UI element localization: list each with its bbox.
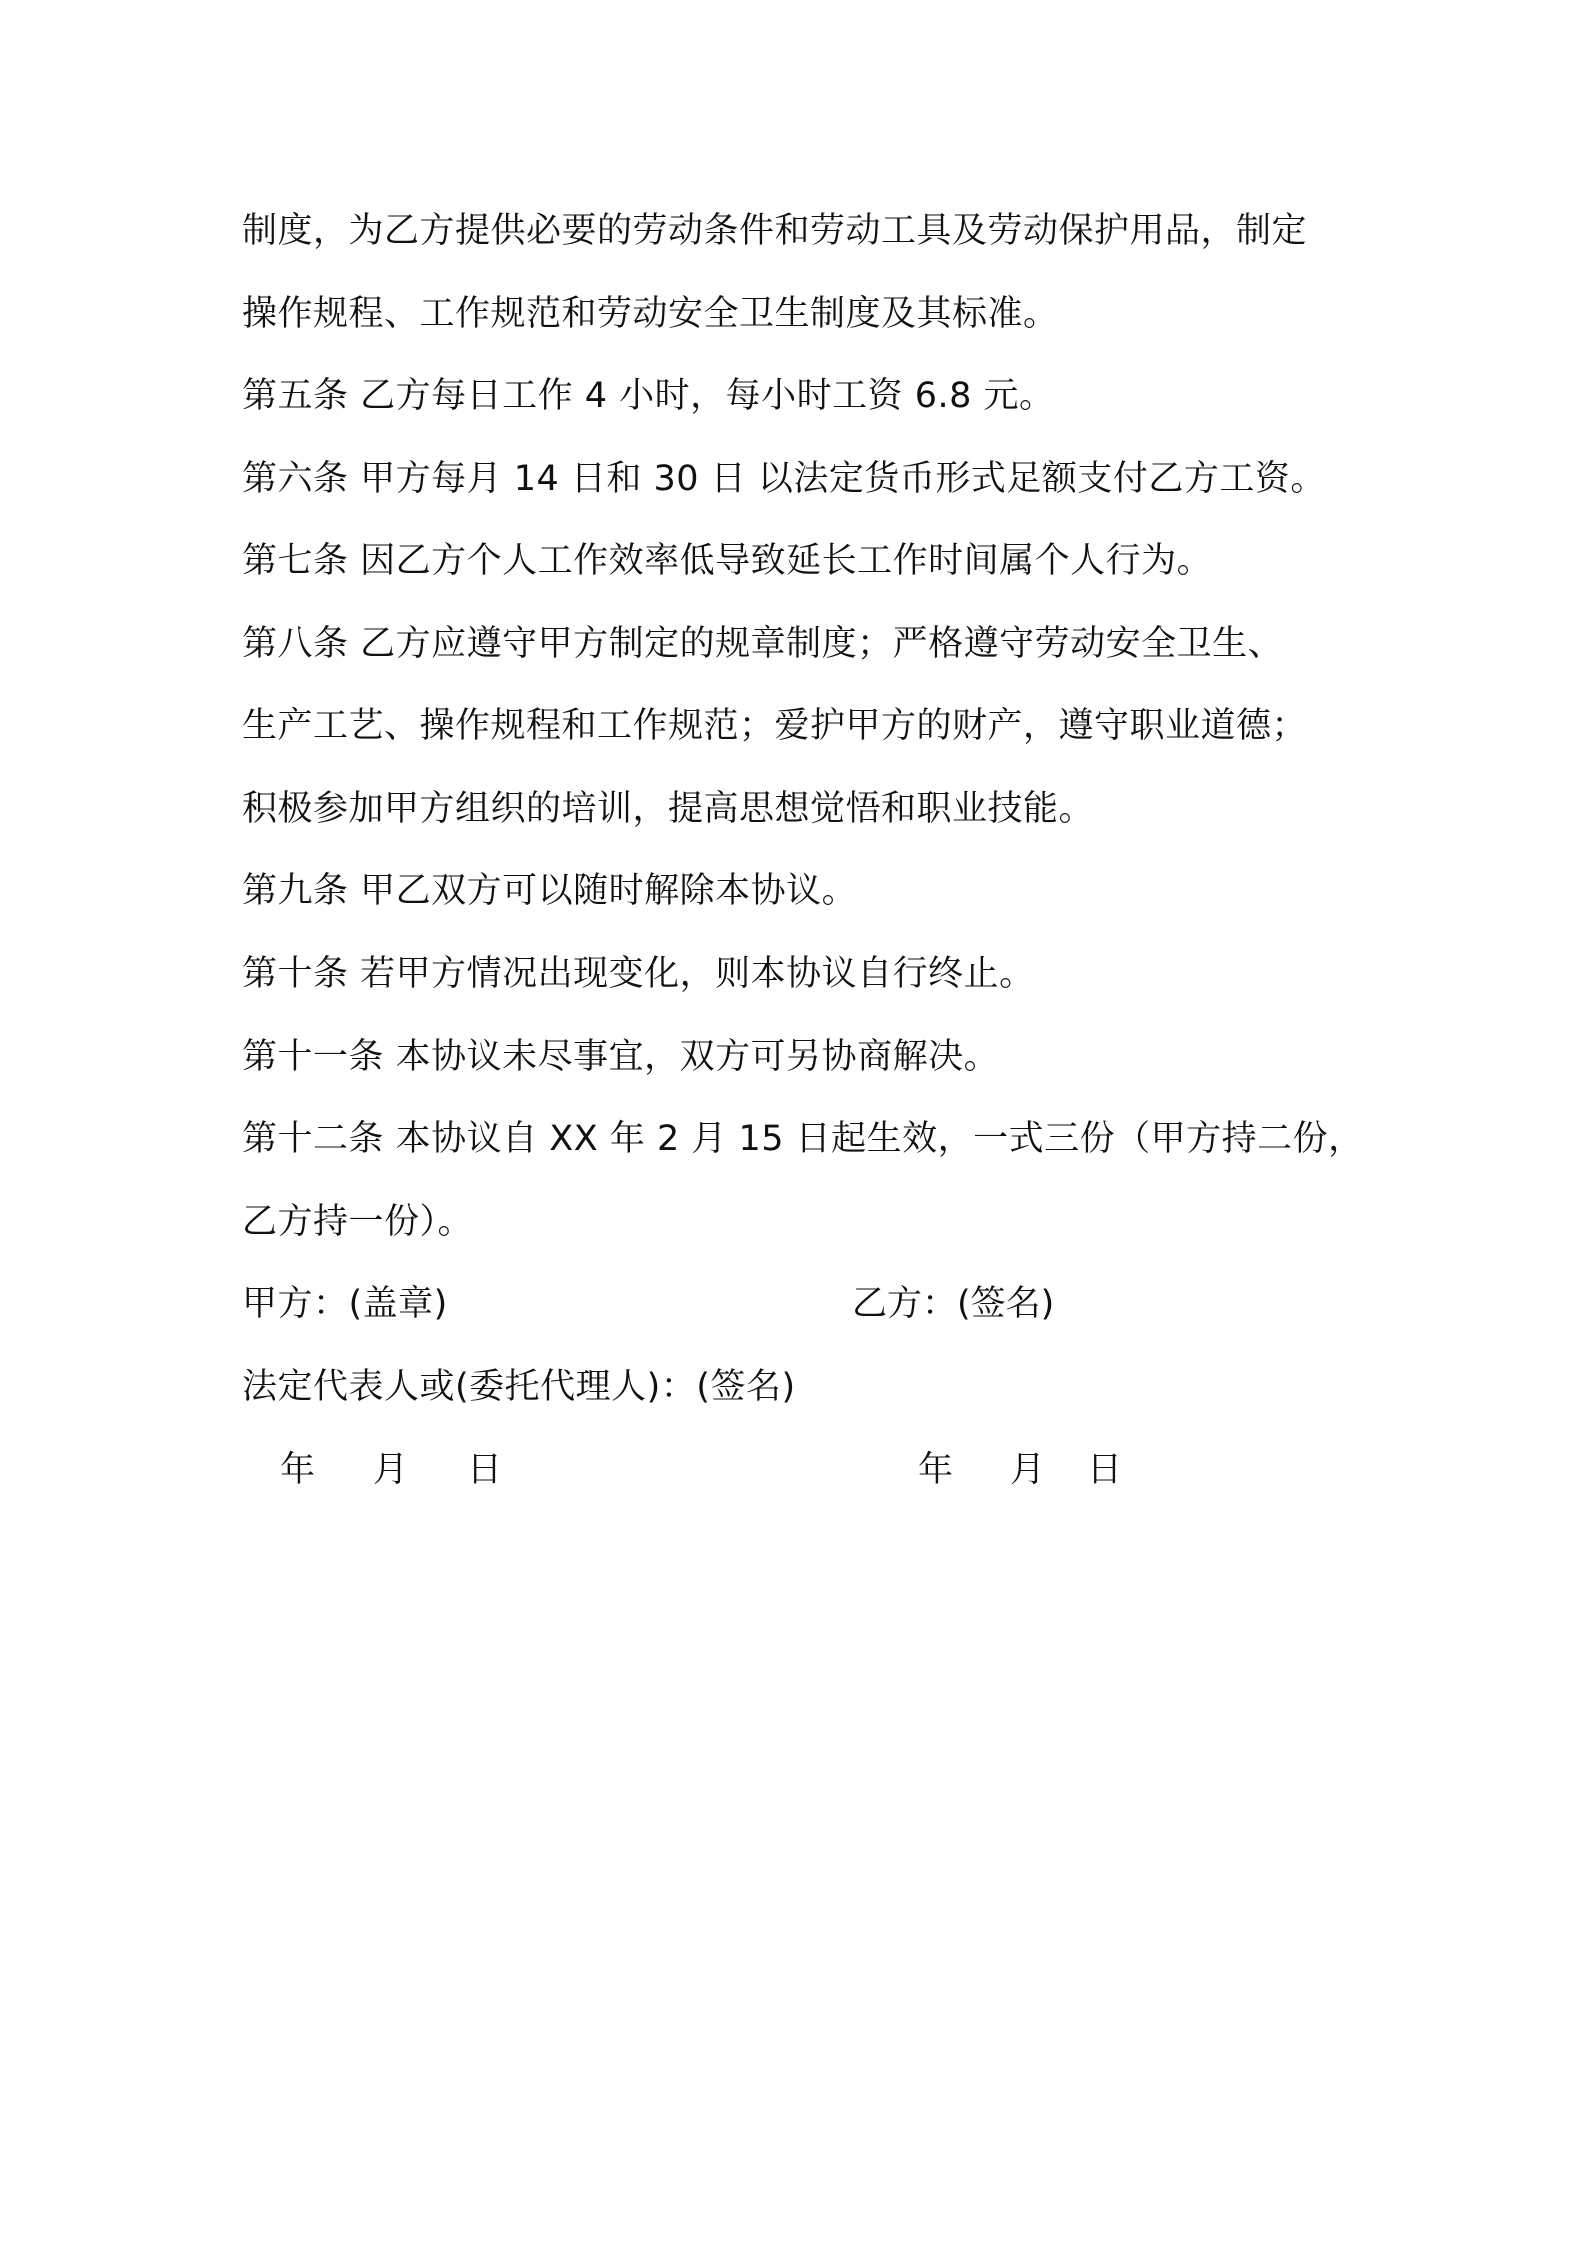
party-b-signature: 乙方：(签名) xyxy=(852,1284,1055,1324)
article-12: 第十二条 本协议自 XX 年 2 月 15 日起生效，一式三份（甲方持二份， xyxy=(242,1119,1364,1159)
paragraph-line: 操作规程、工作规范和劳动安全卫生制度及其标准。 xyxy=(242,294,1059,334)
article-8: 第八条 乙方应遵守甲方制定的规章制度；严格遵守劳动安全卫生、 xyxy=(242,624,1284,664)
article-11: 第十一条 本协议未尽事宜，双方可另协商解决。 xyxy=(242,1037,1000,1077)
legal-representative-signature: 法定代表人或(委托代理人)：(签名) xyxy=(242,1367,796,1407)
party-a-signature: 甲方：(盖章) xyxy=(242,1284,448,1324)
party-b-date-month: 月 xyxy=(1010,1450,1046,1490)
party-a-date-day: 日 xyxy=(467,1450,503,1490)
party-b-date-year: 年 xyxy=(918,1450,954,1490)
article-10: 第十条 若甲方情况出现变化，则本协议自行终止。 xyxy=(242,954,1035,994)
paragraph-line: 乙方持一份）。 xyxy=(242,1202,474,1242)
article-5: 第五条 乙方每日工作 4 小时，每小时工资 6.8 元。 xyxy=(242,376,1055,416)
party-b-date-day: 日 xyxy=(1087,1450,1123,1490)
article-7: 第七条 因乙方个人工作效率低导致延长工作时间属个人行为。 xyxy=(242,541,1213,581)
article-9: 第九条 甲乙双方可以随时解除本协议。 xyxy=(242,871,858,911)
paragraph-line: 生产工艺、操作规程和工作规范；爱护甲方的财产，遵守职业道德； xyxy=(242,706,1308,746)
paragraph-line: 积极参加甲方组织的培训，提高思想觉悟和职业技能。 xyxy=(242,789,1095,829)
party-a-date-year: 年 xyxy=(280,1450,316,1490)
party-a-date-month: 月 xyxy=(373,1450,409,1490)
article-6: 第六条 甲方每月 14 日和 30 日 以法定货币形式足额支付乙方工资。 xyxy=(242,459,1326,499)
paragraph-line: 制度，为乙方提供必要的劳动条件和劳动工具及劳动保护用品，制定 xyxy=(242,211,1308,251)
